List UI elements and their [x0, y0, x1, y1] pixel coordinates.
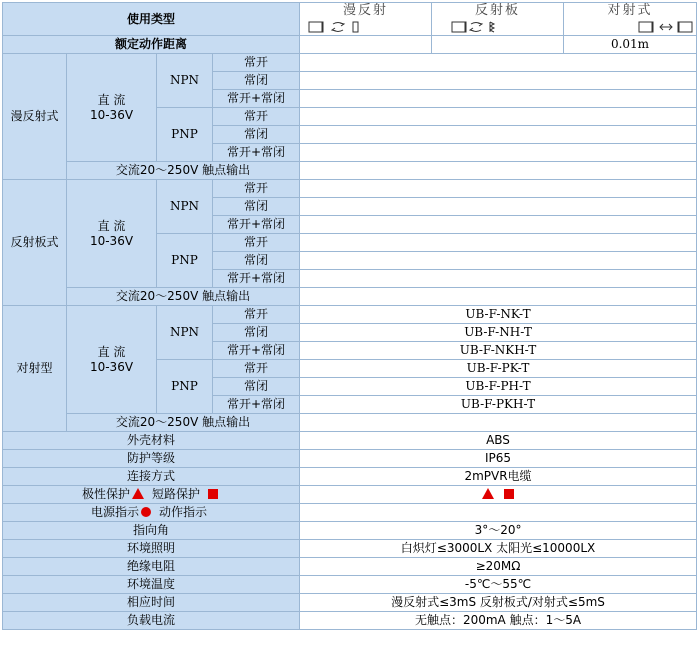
spec-illumination-label-cell — [3, 540, 300, 558]
spec-value: IP65 — [484, 451, 512, 465]
spec-label: 环境温度 — [127, 577, 176, 591]
ac-label: 交流20～250V 触点输出 — [67, 288, 300, 306]
spec-housing-label-cell — [3, 432, 300, 450]
contact-label: 常闭 — [213, 252, 300, 270]
spec-response — [3, 594, 697, 612]
contact-label: 常闭 — [213, 126, 300, 144]
dc-label: 直 流 — [97, 92, 126, 107]
sensor-type-cell: 对射型 — [3, 306, 67, 432]
spec-label: 外壳材料 — [127, 433, 176, 447]
spec-housing — [3, 432, 697, 450]
type-reflector-label: 反射板 — [475, 3, 521, 18]
output-type-cell: PNP — [157, 234, 213, 288]
ac-model — [300, 414, 697, 432]
output-row — [3, 54, 697, 72]
ac-label: 交流20～250V 触点输出 — [67, 414, 300, 432]
type-reflector-cell — [432, 3, 564, 36]
ac-row — [3, 414, 697, 432]
model-cell — [300, 270, 697, 288]
spec-indicator — [3, 504, 697, 522]
spec-label: 短路保护 — [152, 487, 201, 501]
title-cell: 使用类型 — [3, 3, 300, 36]
dc-cell — [67, 306, 157, 414]
dot-icon — [141, 507, 151, 517]
spec-label: 动作指示 — [159, 505, 208, 519]
model-cell — [300, 198, 697, 216]
spec-indicator-label-cell — [3, 504, 300, 522]
contact-label: 常开+常闭 — [213, 144, 300, 162]
spec-label: 相应时间 — [127, 595, 176, 609]
model-cell — [300, 90, 697, 108]
subtitle-cell: 额定动作距离 — [3, 36, 300, 54]
model-cell: UB-F-PK-T — [300, 360, 697, 378]
model-cell — [300, 252, 697, 270]
model-cell: UB-F-NK-T — [300, 306, 697, 324]
contact-label: 常闭 — [213, 72, 300, 90]
spec-angle-value-cell — [300, 522, 697, 540]
spec-protection — [3, 450, 697, 468]
contact-label: 常闭 — [213, 378, 300, 396]
output-type-cell: PNP — [157, 108, 213, 162]
type-diffuse-label: 漫反射 — [343, 3, 389, 18]
spec-housing-value-cell — [300, 432, 697, 450]
spec-label: 防护等级 — [127, 451, 176, 465]
spec-insulation — [3, 558, 697, 576]
ac-model — [300, 162, 697, 180]
spec-load-value-cell — [300, 612, 697, 630]
model-cell: UB-F-PKH-T — [300, 396, 697, 414]
contact-label: 常开+常闭 — [213, 90, 300, 108]
contact-label: 常开+常闭 — [213, 342, 300, 360]
spec-angle-label-cell — [3, 522, 300, 540]
reflector-sensor-icon — [432, 19, 564, 35]
dc-voltage: 10-36V — [89, 233, 134, 248]
spec-label: 连接方式 — [127, 469, 176, 483]
spec-connection-label-cell — [3, 468, 300, 486]
model-cell: UB-F-PH-T — [300, 378, 697, 396]
output-type-cell: NPN — [157, 180, 213, 234]
spec-temperature — [3, 576, 697, 594]
ac-row — [3, 162, 697, 180]
spec-label: 绝缘电阻 — [127, 559, 176, 573]
spec-label: 极性保护 — [81, 487, 130, 501]
model-cell — [300, 54, 697, 72]
spec-value: 漫反射式≤3mS 反射板式/对射式≤5mS — [391, 595, 605, 609]
square-icon — [504, 489, 514, 499]
spec-value: 3°～20° — [474, 523, 522, 537]
spec-label: 指向角 — [133, 523, 170, 537]
spec-load — [3, 612, 697, 630]
model-cell — [300, 234, 697, 252]
spec-load-label-cell — [3, 612, 300, 630]
contact-label: 常开 — [213, 180, 300, 198]
ac-row — [3, 288, 697, 306]
sensor-type-cell: 反射板式 — [3, 180, 67, 306]
type-through-beam-label: 对射式 — [607, 3, 653, 18]
distance-through-beam: 0.01m — [564, 36, 697, 54]
square-icon — [208, 489, 218, 499]
model-cell: UB-F-NKH-T — [300, 342, 697, 360]
spec-label: 电源指示 — [90, 505, 139, 519]
dc-cell — [67, 180, 157, 288]
distance-reflector — [432, 36, 564, 54]
output-type-cell: NPN — [157, 306, 213, 360]
dc-voltage: 10-36V — [89, 107, 134, 122]
spec-protection-value-cell — [300, 450, 697, 468]
output-type-cell: PNP — [157, 360, 213, 414]
contact-label: 常闭 — [213, 324, 300, 342]
spec-value: 无触点：200mA 触点：1～5A — [414, 613, 582, 627]
diffuse-sensor-icon — [300, 19, 432, 35]
spec-illumination-value-cell — [300, 540, 697, 558]
model-cell — [300, 216, 697, 234]
ac-label: 交流20～250V 触点输出 — [67, 162, 300, 180]
spec-value: -5℃～55℃ — [464, 577, 532, 591]
contact-label: 常开 — [213, 360, 300, 378]
ac-model — [300, 288, 697, 306]
model-cell — [300, 72, 697, 90]
sensor-type-cell: 漫反射式 — [3, 54, 67, 180]
spec-illumination — [3, 540, 697, 558]
contact-label: 常开 — [213, 306, 300, 324]
contact-label: 常闭 — [213, 198, 300, 216]
spec-value: 白炽灯≤3000LX 太阳光≤10000LX — [400, 541, 596, 555]
spec-temperature-value-cell — [300, 576, 697, 594]
contact-label: 常开 — [213, 54, 300, 72]
through-beam-sensor-icon — [564, 19, 697, 35]
spec-table — [2, 2, 697, 630]
spec-insulation-value-cell — [300, 558, 697, 576]
model-cell — [300, 126, 697, 144]
spec-label: 环境照明 — [127, 541, 176, 555]
model-cell — [300, 180, 697, 198]
spec-insulation-label-cell — [3, 558, 300, 576]
model-cell — [300, 144, 697, 162]
spec-protection-label-cell — [3, 450, 300, 468]
model-cell — [300, 108, 697, 126]
spec-value: ABS — [486, 433, 510, 447]
contact-label: 常开 — [213, 108, 300, 126]
triangle-icon — [132, 488, 144, 499]
spec-response-label-cell — [3, 594, 300, 612]
spec-polarity-value-cell — [300, 486, 697, 504]
dc-voltage: 10-36V — [89, 359, 134, 374]
contact-label: 常开+常闭 — [213, 270, 300, 288]
spec-indicator-value-cell — [300, 504, 697, 522]
model-cell: UB-F-NH-T — [300, 324, 697, 342]
spec-temperature-label-cell — [3, 576, 300, 594]
distance-diffuse — [300, 36, 432, 54]
output-row — [3, 306, 697, 324]
spec-connection — [3, 468, 697, 486]
dc-cell — [67, 54, 157, 162]
spec-angle — [3, 522, 697, 540]
output-type-cell: NPN — [157, 54, 213, 108]
spec-response-value-cell — [300, 594, 697, 612]
spec-polarity-label-cell — [3, 486, 300, 504]
contact-label: 常开+常闭 — [213, 216, 300, 234]
spec-value: ≥20MΩ — [475, 559, 521, 573]
spec-polarity — [3, 486, 697, 504]
contact-label: 常开+常闭 — [213, 396, 300, 414]
spec-label: 负载电流 — [127, 613, 176, 627]
dc-label: 直 流 — [97, 344, 126, 359]
output-row — [3, 180, 697, 198]
spec-connection-value-cell — [300, 468, 697, 486]
type-diffuse-cell — [300, 3, 432, 36]
dc-label: 直 流 — [97, 218, 126, 233]
type-through-beam-cell — [564, 3, 697, 36]
triangle-icon — [482, 488, 494, 499]
contact-label: 常开 — [213, 234, 300, 252]
spec-value: 2mPVR电缆 — [464, 469, 532, 483]
